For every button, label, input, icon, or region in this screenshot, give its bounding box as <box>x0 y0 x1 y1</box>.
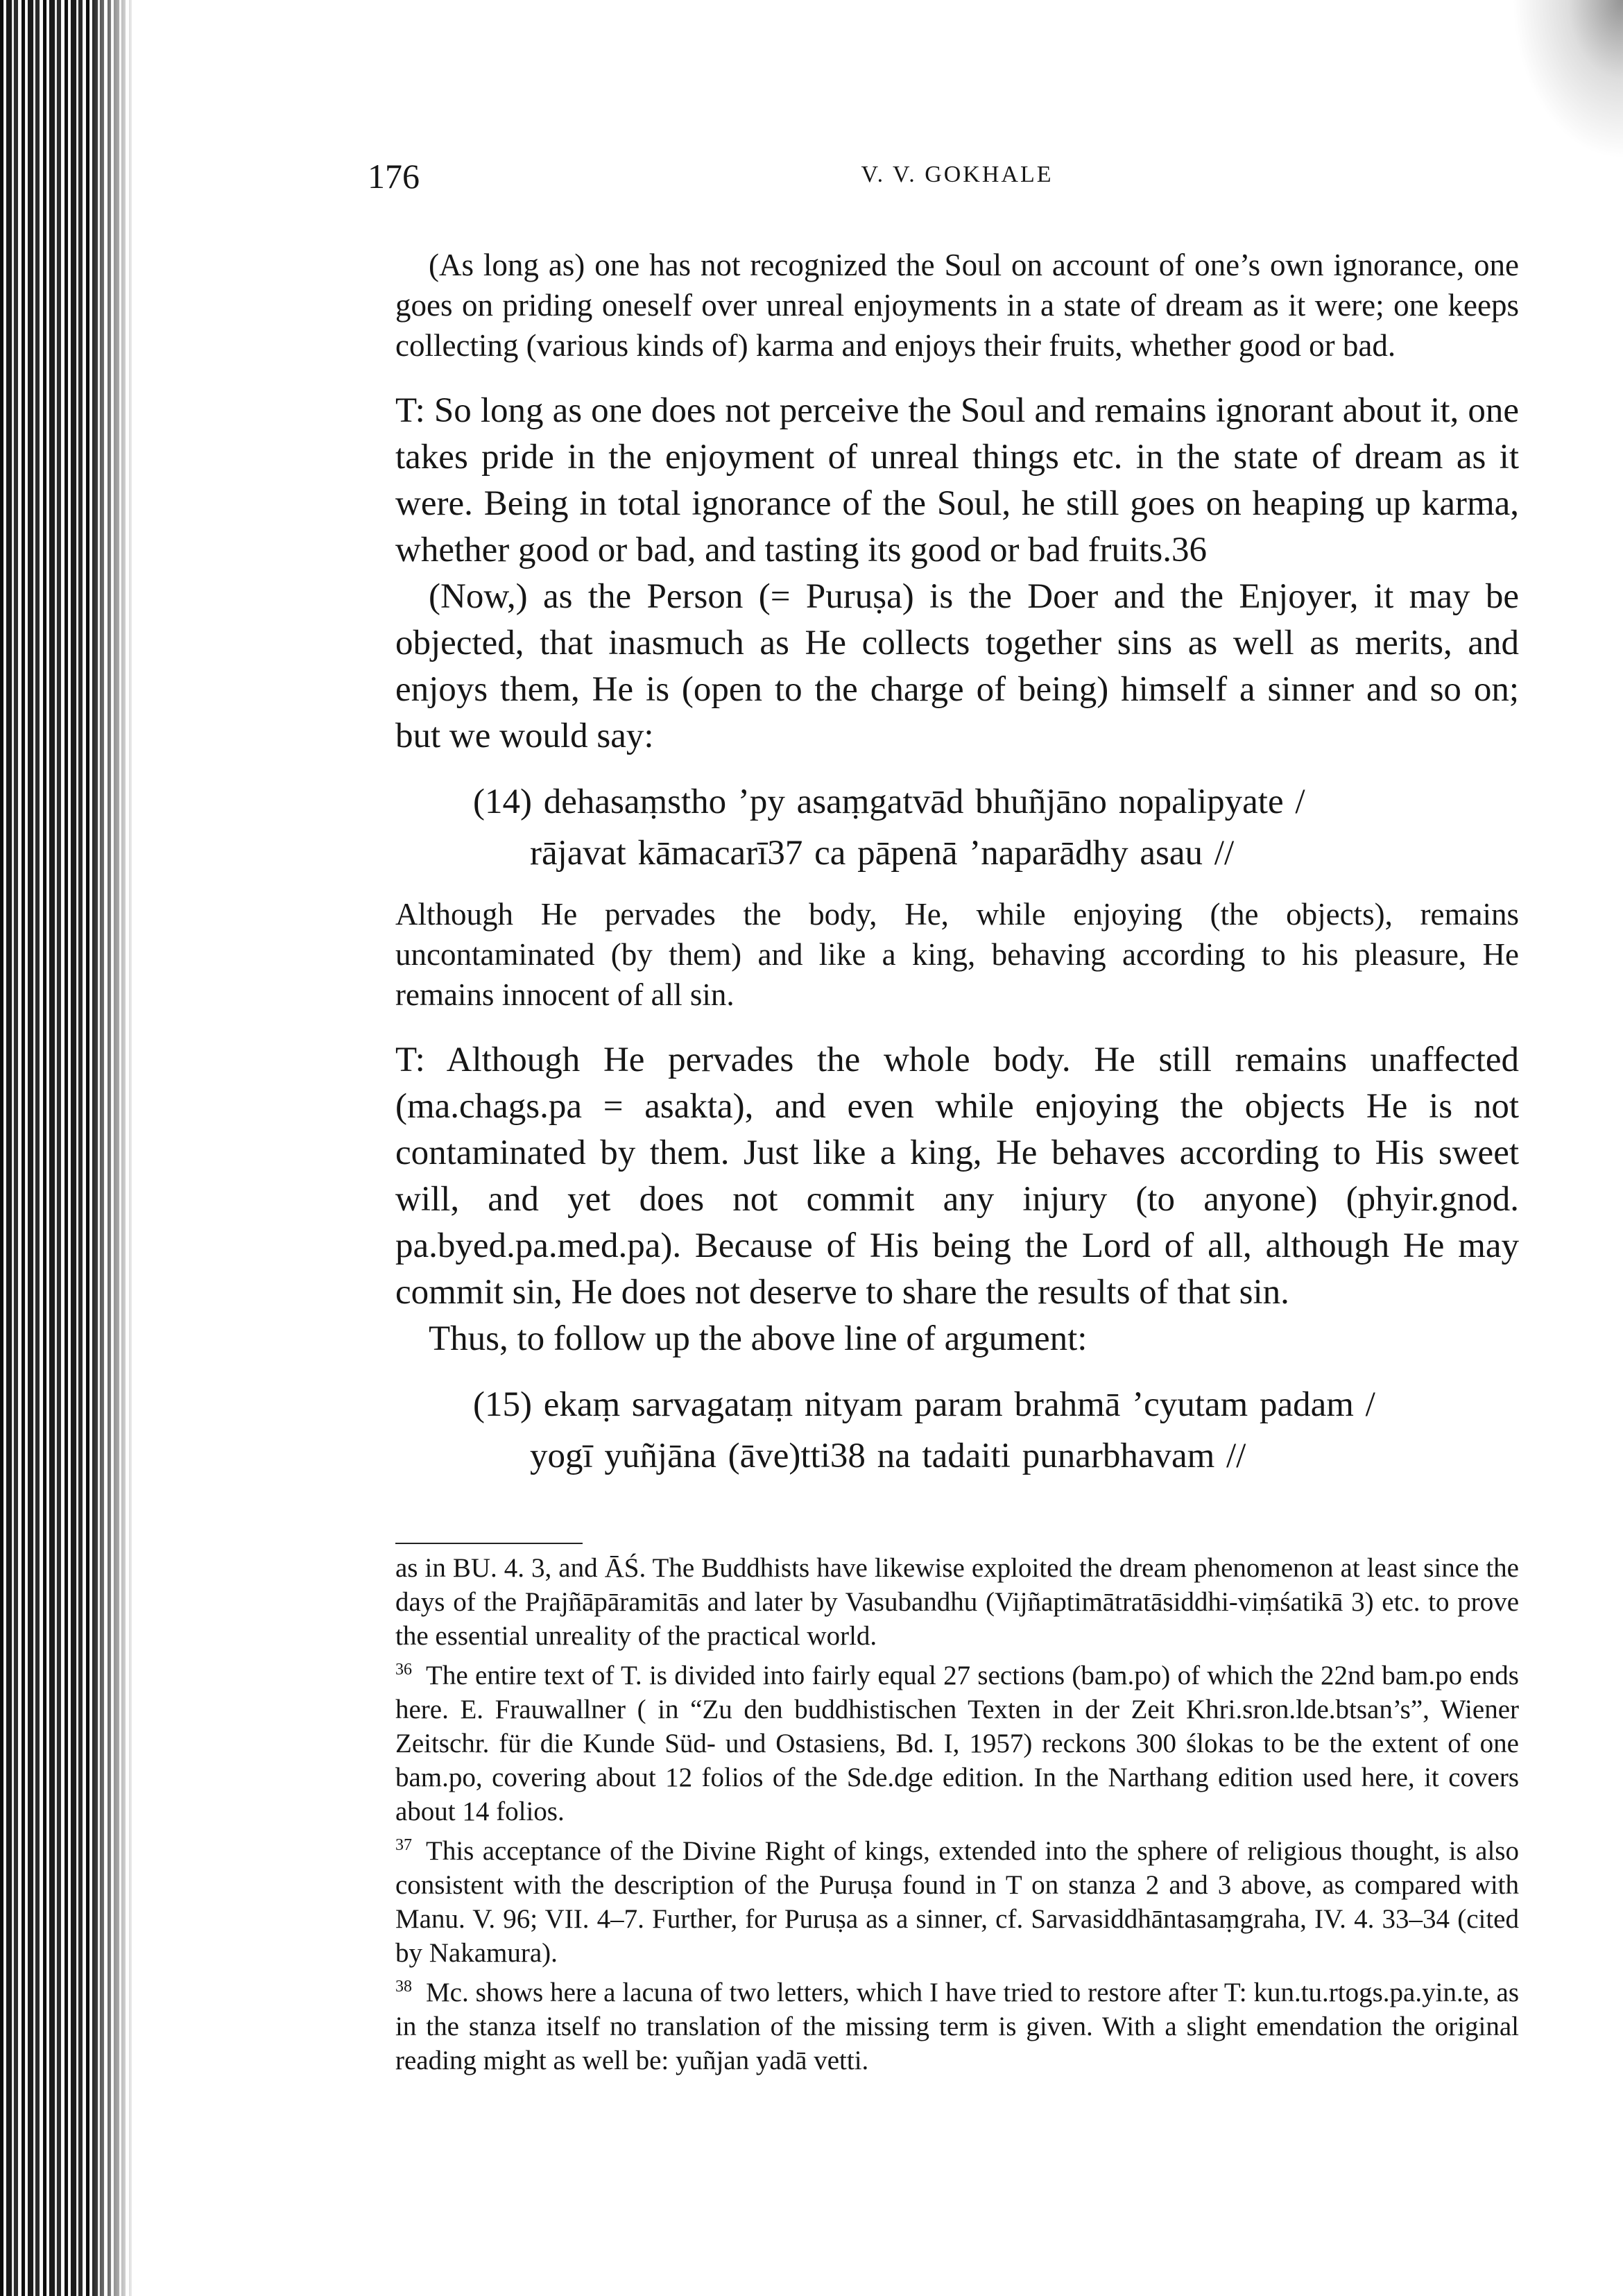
verse-15-line-1: (15) ekaṃ sarvagataṃ nityam param brahmā ’cyutam padam / <box>473 1385 1375 1424</box>
page-header <box>368 156 1519 205</box>
translation-paragraph-2: Although He pervades the body, He, while enjoying (the objects), remains uncontaminated (by them) and like a king, behaving according to his pleasure, He remains innocent of all sin. <box>395 897 1519 1012</box>
verse-14 <box>473 776 1519 879</box>
footnote-rule <box>395 1543 583 1544</box>
footnote-38-marker: 38 <box>395 1978 412 1996</box>
footnote-36 <box>395 1653 1519 1828</box>
verse-15 <box>473 1379 1519 1482</box>
footnote-37-text: This acceptance of the Divine Right of kings, extended into the sphere of religious thought, is also consistent with the description of the Puruṣa found in T on stanza 2 and 3 above, as compared with Manu. V. 96; VII. 4–7. Further, for Puruṣa as a sinner, cf. Sarvasiddhāntasaṃgraha, IV. 4. 33–34 (cited by Nakamura). <box>395 1836 1519 1968</box>
commentary-paragraph-2: (Now,) as the Person (= Puruṣa) is the Doer and the Enjoyer, it may be objected, that inasmuch as He collects together sins as well as merits, and enjoys them, He is (open to the charge of being) himself a sinner and so on; but we would say: <box>395 577 1519 755</box>
footnote-continuation: as in BU. 4. 3, and ĀŚ. The Buddhists have likewise exploited the dream phenomenon at least since the days of the Prajñāpāramitās and later by Vasubandhu (Vijñaptimātratāsiddhi-viṃśatikā 3) etc. to prove the essential unreality of the practical world. <box>395 1553 1519 1651</box>
translation-paragraph-1: (As long as) one has not recognized the Soul on account of one’s own ignorance, one goes on priding oneself over unreal enjoyments in a state of dream as it were; one keeps collecting (various kinds of) karma and enjoys their fruits, whether good or bad. <box>395 248 1519 363</box>
footnote-37-marker: 37 <box>395 1836 412 1854</box>
commentary-paragraph-4: Thus, to follow up the above line of argument: <box>429 1319 1088 1358</box>
footnotes <box>395 1551 1519 2077</box>
verse-14-line-2: rājavat kāmacarī37 ca pāpenā ’naparādhy asau // <box>530 834 1235 873</box>
footnote-37 <box>395 1828 1519 1970</box>
commentary-paragraph-3: T: Although He pervades the whole body. He still remains unaffected (ma.chags.pa = asakta), and even while enjoying the objects He is not contaminated by them. Just like a king, He behaves according to His sweet will, and yet does not commit any injury (to anyone) (phyir.gnod. pa.byed.pa.med.pa). Because of His being the Lord of all, although He may commit sin, He does not deserve to share the results of that sin. <box>395 1040 1519 1312</box>
footnote-36-text: The entire text of T. is divided into fairly equal 27 sections (bam.po) of which the 22nd bam.po ends here. E. Frauwallner ( in “Zu den buddhistischen Texten in der Zeit Khri.sron.lde.btsan’s”, Wiener Zeitschr. für die Kunde Süd- und Ostasiens, Bd. I, 1957) reckons 300 ślokas to be the extent of one bam.po, covering about 12 folios of the Sde.dge edition. In the Narthang edition used here, it covers about 14 folios. <box>395 1661 1519 1826</box>
verse-15-line-2: yogī yuñjāna (āve)tti38 na tadaiti punarbhavam // <box>530 1437 1246 1475</box>
footnote-38-text: Mc. shows here a lacuna of two letters, which I have tried to restore after T: kun.tu.rtogs.pa.yin.te, as in the stanza itself no translation of the missing term is given. With a slight emendation the original reading might as well be: yuñjan yadā vetti. <box>395 1978 1519 2075</box>
running-head: V. V. GOKHALE <box>861 162 1054 187</box>
scan-binding-edge <box>0 0 132 2296</box>
footnote-38 <box>395 1970 1519 2077</box>
page-content <box>368 156 1519 2077</box>
page-number: 176 <box>368 157 420 196</box>
scan-corner-shadow <box>1512 0 1623 160</box>
verse-14-line-1: (14) dehasaṃstho ’py asaṃgatvād bhuñjāno nopalipyate / <box>473 782 1305 821</box>
commentary-paragraph-1: T: So long as one does not perceive the Soul and remains ignorant about it, one takes pride in the enjoyment of unreal things etc. in the state of dream as it were. Being in total ignorance of the Soul, he still goes on heaping up karma, whether good or bad, and tasting its good or bad fruits.36 <box>395 391 1519 569</box>
footnote-36-marker: 36 <box>395 1661 412 1679</box>
